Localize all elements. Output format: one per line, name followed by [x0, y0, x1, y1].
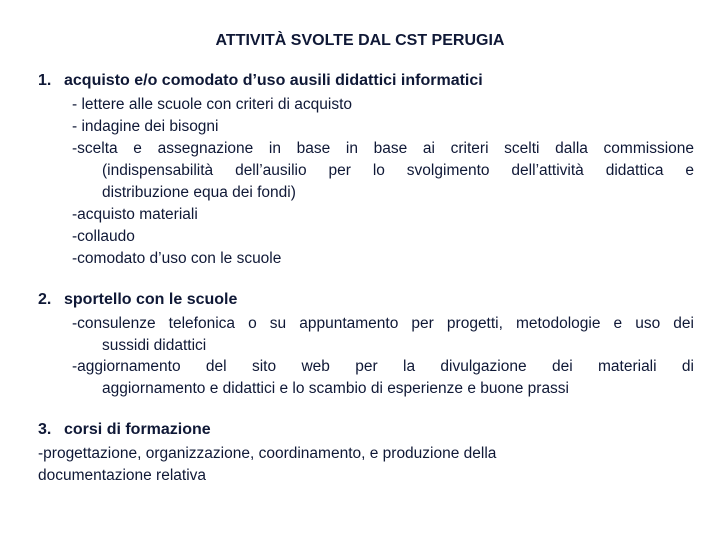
section-3-heading: [38, 421, 211, 439]
slide-title: ATTIVITÀ SVOLTE DAL CST PERUGIA: [215, 32, 505, 49]
section-2-number: 2.: [38, 291, 52, 308]
section-1-line-8: -comodato d’uso con le scuole: [72, 250, 282, 267]
section-1-heading: [38, 72, 483, 90]
section-1-title: acquisto e/o comodato d’uso ausili didattici informatici: [64, 72, 483, 89]
section-1-line-2: - indagine dei bisogni: [72, 118, 219, 135]
section-1-number: 1.: [38, 72, 52, 89]
section-1-line-6: -acquisto materiali: [72, 206, 198, 223]
section-3-line-1: -progettazione, organizzazione, coordinamento, e produzione della: [38, 445, 497, 462]
section-3-title: corsi di formazione: [64, 421, 211, 438]
section-1-line-5: distribuzione equa dei fondi): [102, 184, 296, 201]
section-2-title: sportello con le scuole: [64, 291, 238, 308]
section-2-line-1: -consulenze telefonica o su appuntamento per progetti, metodologie e uso dei: [72, 315, 694, 332]
section-2-heading: [38, 291, 237, 309]
section-2-line-4: aggiornamento e didattici e lo scambio di esperienze e buone prassi: [102, 380, 570, 397]
section-3-line-2: documentazione relativa: [38, 467, 207, 484]
section-1-line-3: -scelta e assegnazione in base in base ai criteri scelti dalla commissione: [72, 140, 694, 157]
section-2-line-3: -aggiornamento del sito web per la divulgazione dei materiali di: [72, 358, 694, 375]
section-1-line-7: -collaudo: [72, 228, 135, 245]
section-1-line-4: (indispensabilità dell’ausilio per lo svolgimento dell’attività didattica e: [102, 162, 694, 179]
section-3-number: 3.: [38, 421, 52, 438]
section-2-line-2: sussidi didattici: [102, 337, 207, 354]
section-1-line-1: - lettere alle scuole con criteri di acquisto: [72, 96, 352, 113]
